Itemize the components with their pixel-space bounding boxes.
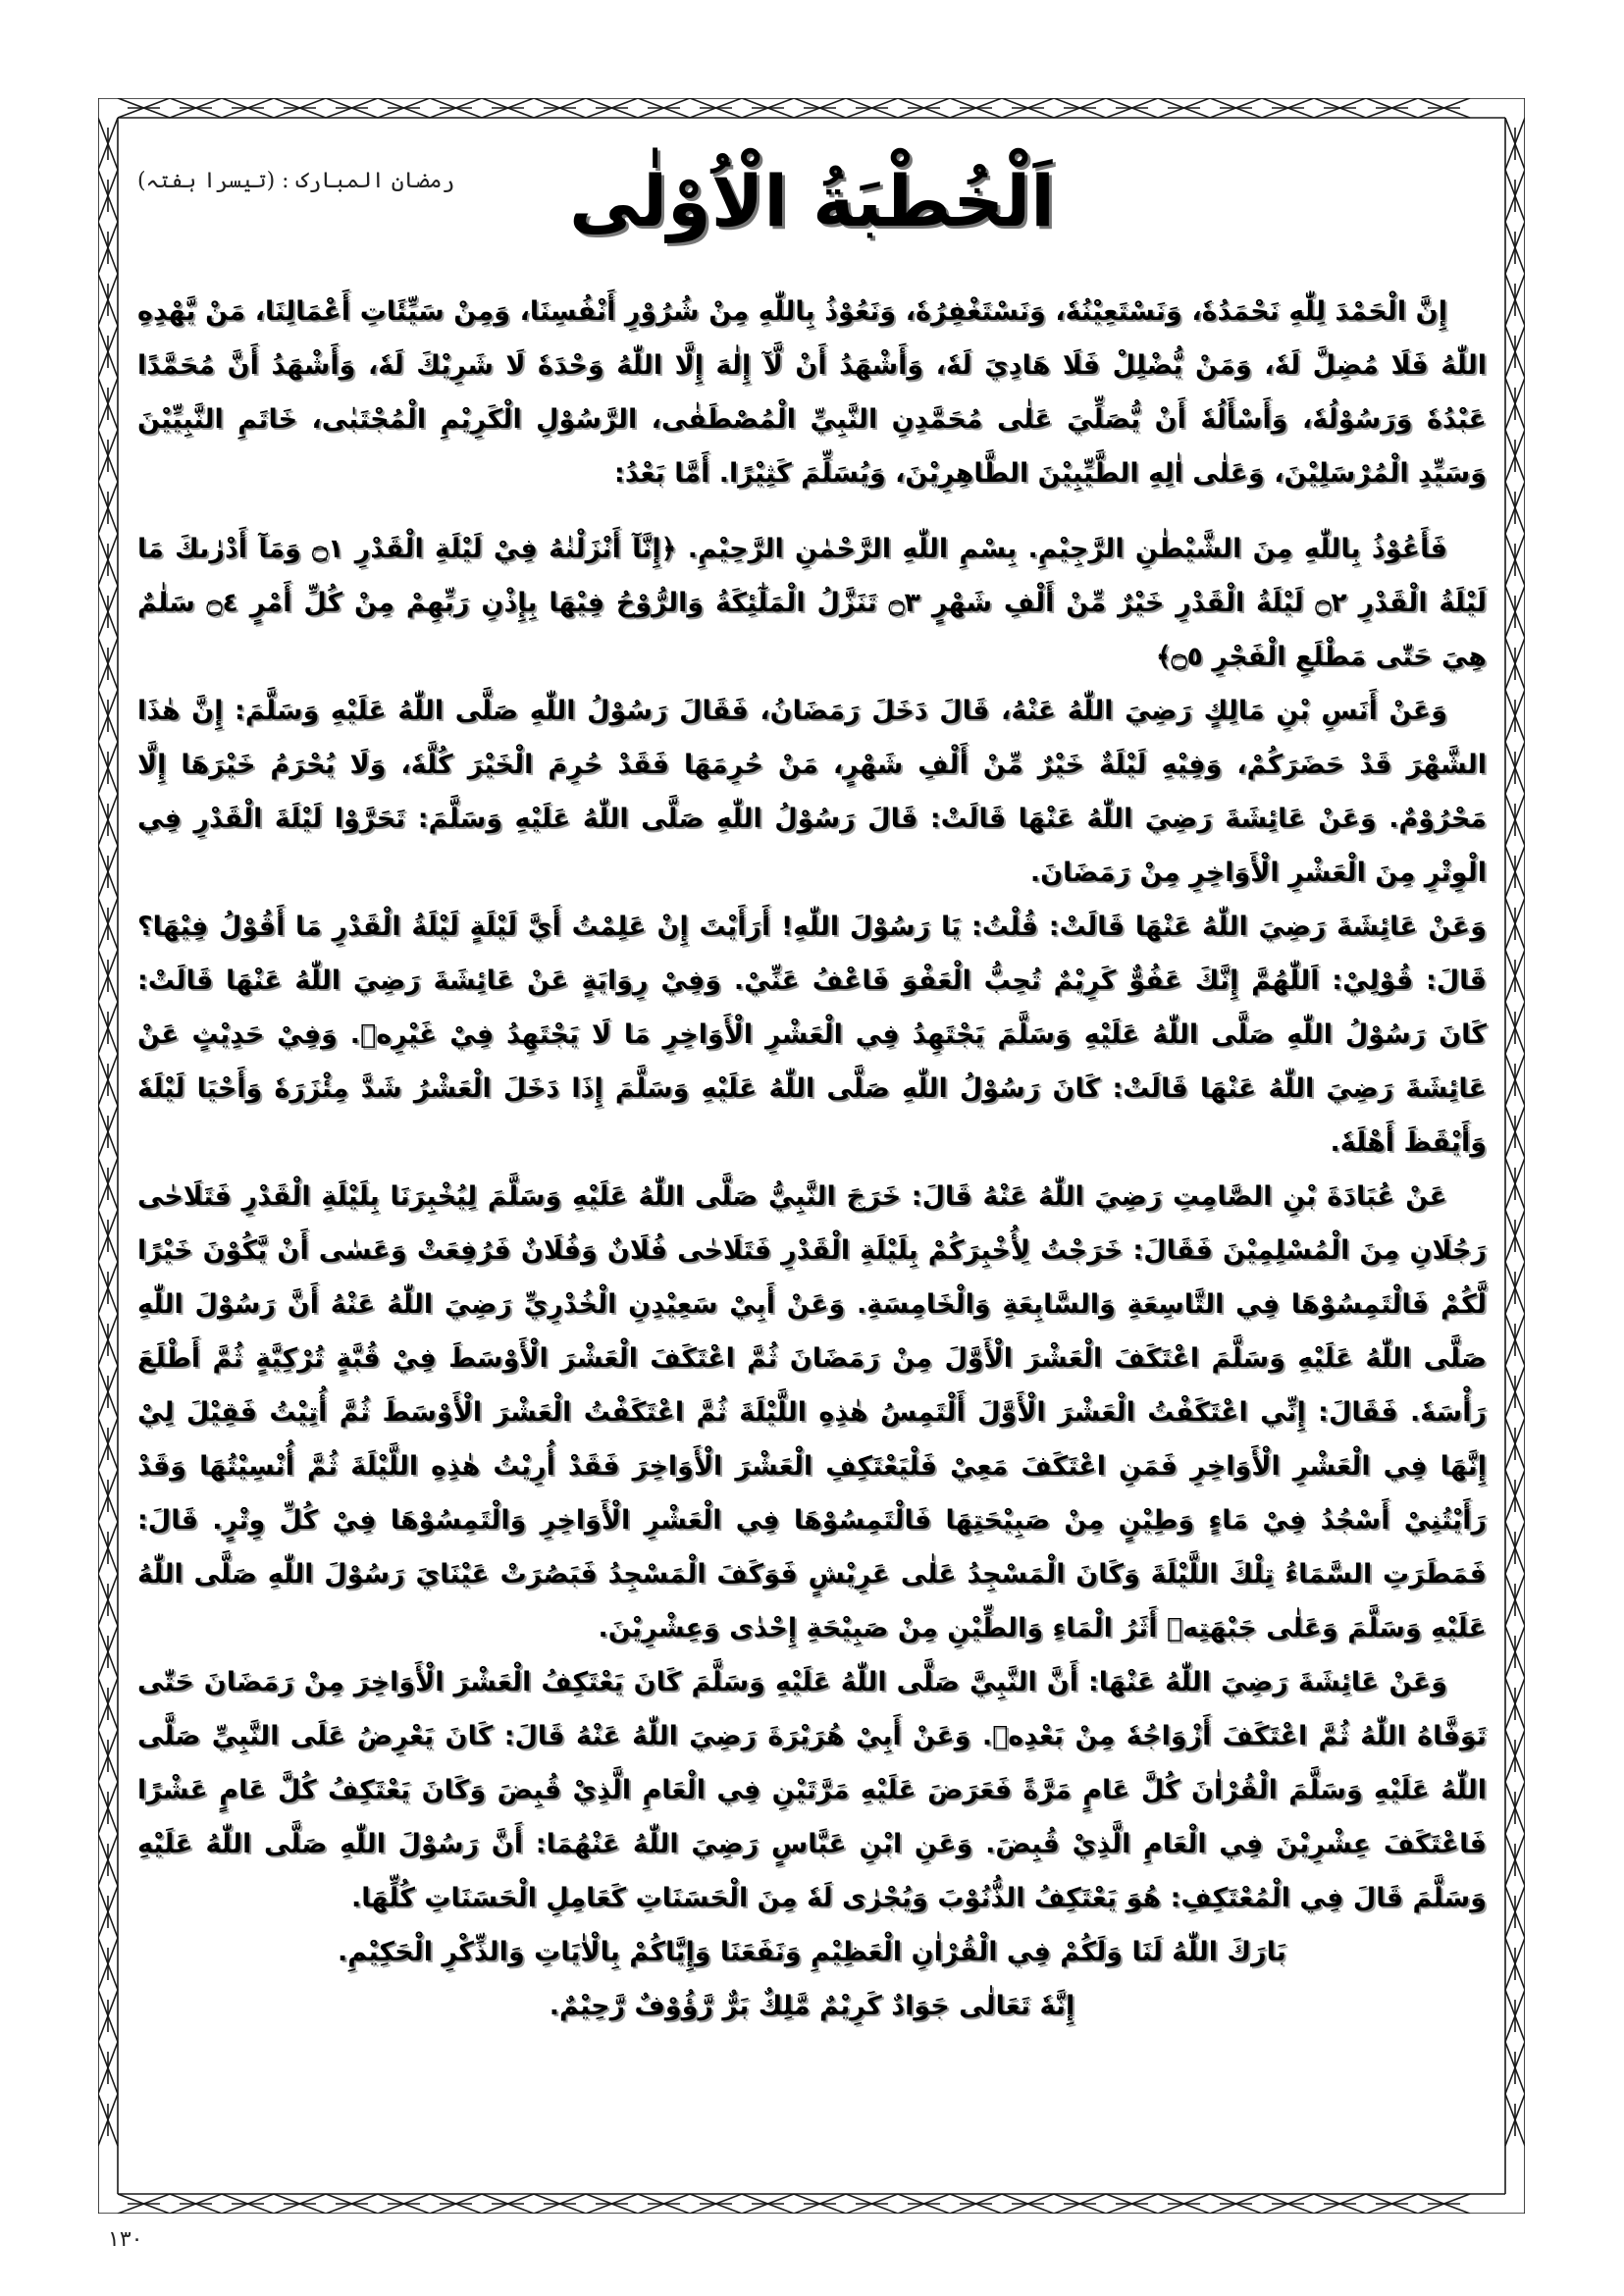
page-title: اَلْخُطْبَةُ الْاُوْلٰى [569,160,1055,242]
paragraph-hadith-itikaf: وَعَنْ عَائِشَةَ رَضِيَ اللّٰهُ عَنْهَا: أَنَّ النَّبِيَّ صَلَّى اللّٰهُ عَلَيْهِ وَسَلَّمَ كَانَ يَعْتَكِفُ الْعَشْرَ الْأَوَاخِرَ مِنْ رَمَضَانَ حَتّٰى تَوَفَّاهُ اللّٰهُ ثُمَّ اعْتَكَفَ أَزْوَاجُهٗ مِنْ بَعْدِهٖ. وَعَنْ أَبِيْ هُرَيْرَةَ رَضِيَ اللّٰهُ عَنْهُ قَالَ: كَانَ يَعْرِضُ عَلَى النَّبِيِّ صَلَّى اللّٰهُ عَلَيْهِ وَسَلَّمَ الْقُرْاٰنَ كُلَّ عَامٍ مَرَّةً فَعَرَضَ عَلَيْهِ مَرَّتَيْنِ فِي الْعَامِ الَّذِيْ قُبِضَ وَكَانَ يَعْتَكِفُ كُلَّ عَامٍ عَشْرًا فَاعْتَكَفَ عِشْرِيْنَ فِي الْعَامِ الَّذِيْ قُبِضَ. وَعَنِ ابْنِ عَبَّاسٍ رَضِيَ اللّٰهُ عَنْهُمَا: أَنَّ رَسُوْلَ اللّٰهِ صَلَّى اللّٰهُ عَلَيْهِ وَسَلَّمَ قَالَ فِي الْمُعْتَكِفِ: هُوَ يَعْتَكِفُ الذُّنُوْبَ وَيُجْرٰى لَهٗ مِنَ الْحَسَنَاتِ كَعَامِلِ الْحَسَنَاتِ كُلِّهَا. [137,1667,1487,1913]
page-number: ١٣٠ [108,2227,143,2252]
paragraph-opening: إِنَّ الْحَمْدَ لِلّٰهِ نَحْمَدُهٗ، وَنَسْتَعِيْنُهٗ، وَنَسْتَغْفِرُهٗ، وَنَعُوْذُ بِاللّٰهِ مِنْ شُرُوْرِ أَنْفُسِنَا، وَمِنْ سَيِّئَاتِ أَعْمَالِنَا، مَنْ يَّهْدِهِ اللّٰهُ فَلَا مُضِلَّ لَهٗ، وَمَنْ يُّضْلِلْ فَلَا هَادِيَ لَهٗ، وَأَشْهَدُ أَنْ لَّآ إِلٰهَ إِلَّا اللّٰهُ وَحْدَهٗ لَا شَرِيْكَ لَهٗ، وَأَشْهَدُ أَنَّ مُحَمَّدًا عَبْدُهٗ وَرَسُوْلُهٗ، وَأَسْأَلُهٗ أَنْ يُّصَلِّيَ عَلٰى مُحَمَّدِنِ النَّبِيِّ الْمُصْطَفٰى، الرَّسُوْلِ الْكَرِيْمِ الْمُجْتَبٰى، خَاتَمِ النَّبِيِّيْنَ وَسَيِّدِ الْمُرْسَلِيْنَ، وَعَلٰى اٰلِهِ الطَّيِّبِيْنَ الطَّاهِرِيْنَ، وَيُسَلِّمَ كَثِيْرًا. أَمَّا بَعْدُ: [137,296,1487,489]
closing-line-2: إِنَّهٗ تَعَالٰى جَوَادٌ كَرِيْمٌ مَّلِكٌ بَرٌّ رَّؤُوْفٌ رَّحِيْمٌ. [549,1991,1075,2021]
paragraph-hadith-ubadah: عَنْ عُبَادَةَ بْنِ الصَّامِتِ رَضِيَ اللّٰهُ عَنْهُ قَالَ: خَرَجَ النَّبِيُّ صَلَّى اللّٰهُ عَلَيْهِ وَسَلَّمَ لِيُخْبِرَنَا بِلَيْلَةِ الْقَدْرِ فَتَلَاحٰى رَجُلَانِ مِنَ الْمُسْلِمِيْنَ فَقَالَ: خَرَجْتُ لِأُخْبِرَكُمْ بِلَيْلَةِ الْقَدْرِ فَتَلَاحٰى فُلَانٌ وَفُلَانٌ فَرُفِعَتْ وَعَسٰى أَنْ يَّكُوْنَ خَيْرًا لَّكُمْ فَالْتَمِسُوْهَا فِي التَّاسِعَةِ وَالسَّابِعَةِ وَالْخَامِسَةِ. وَعَنْ أَبِيْ سَعِيْدِنِ الْخُدْرِيِّ رَضِيَ اللّٰهُ عَنْهُ أَنَّ رَسُوْلَ اللّٰهِ صَلَّى اللّٰهُ عَلَيْهِ وَسَلَّمَ اعْتَكَفَ الْعَشْرَ الْأَوَّلَ مِنْ رَمَضَانَ ثُمَّ اعْتَكَفَ الْعَشْرَ الْأَوْسَطَ فِيْ قُبَّةٍ تُرْكِيَّةٍ ثُمَّ أَطْلَعَ رَأْسَهٗ. فَقَالَ: إِنِّي اعْتَكَفْتُ الْعَشْرَ الْأَوَّلَ أَلْتَمِسُ هٰذِهِ اللَّيْلَةَ ثُمَّ اعْتَكَفْتُ الْعَشْرَ الْأَوْسَطَ ثُمَّ أُتِيْتُ فَقِيْلَ لِيْ إِنَّهَا فِي الْعَشْرِ الْأَوَاخِرِ فَمَنِ اعْتَكَفَ مَعِيْ فَلْيَعْتَكِفِ الْعَشْرَ الْأَوَاخِرَ فَقَدْ أُرِيْتُ هٰذِهِ اللَّيْلَةَ ثُمَّ أُنْسِيْتُهَا وَقَدْ رَأَيْتُنِيْ أَسْجُدُ فِيْ مَاءٍ وَطِيْنٍ مِنْ صَبِيْحَتِهَا فَالْتَمِسُوْهَا فِي الْعَشْرِ الْأَوَاخِرِ وَالْتَمِسُوْهَا فِيْ كُلِّ وِتْرٍ. قَالَ: فَمَطَرَتِ السَّمَاءُ تِلْكَ اللَّيْلَةَ وَكَانَ الْمَسْجِدُ عَلٰى عَرِيْشٍ فَوَكَفَ الْمَسْجِدُ فَبَصُرَتْ عَيْنَايَ رَسُوْلَ اللّٰهِ صَلَّى اللّٰهُ عَلَيْهِ وَسَلَّمَ وَعَلٰى جَبْهَتِهٖ أَثَرُ الْمَاءِ وَالطِّيْنِ مِنْ صَبِيْحَةِ إِحْدٰى وَعِشْرِيْنَ. [137,1181,1487,1644]
paragraph-hadith-anas: وَعَنْ أَنَسِ بْنِ مَالِكٍ رَضِيَ اللّٰهُ عَنْهُ، قَالَ دَخَلَ رَمَضَانُ، فَقَالَ رَسُوْلُ اللّٰهِ صَلَّى اللّٰهُ عَلَيْهِ وَسَلَّمَ: إِنَّ هٰذَا الشَّهْرَ قَدْ حَضَرَكُمْ، وَفِيْهِ لَيْلَةٌ خَيْرٌ مِّنْ أَلْفِ شَهْرٍ، مَنْ حُرِمَهَا فَقَدْ حُرِمَ الْخَيْرَ كُلَّهٗ، وَلَا يُحْرَمُ خَيْرَهَا إِلَّا مَحْرُوْمٌ. وَعَنْ عَائِشَةَ رَضِيَ اللّٰهُ عَنْهَا قَالَتْ: قَالَ رَسُوْلُ اللّٰهِ صَلَّى اللّٰهُ عَلَيْهِ وَسَلَّمَ: تَحَرَّوْا لَيْلَةَ الْقَدْرِ فِي الْوِتْرِ مِنَ الْعَشْرِ الْأَوَاخِرِ مِنْ رَمَضَانَ. [137,696,1487,888]
paragraph-hadith-aisha-dua: وَعَنْ عَائِشَةَ رَضِيَ اللّٰهُ عَنْهَا قَالَتْ: قُلْتُ: يَا رَسُوْلَ اللّٰهِ! أَرَأَيْتَ إِنْ عَلِمْتُ أَيَّ لَيْلَةٍ لَيْلَةُ الْقَدْرِ مَا أَقُوْلُ فِيْهَا؟ قَالَ: قُوْلِيْ: اَللّٰهُمَّ إِنَّكَ عَفُوٌّ كَرِيْمٌ تُحِبُّ الْعَفْوَ فَاعْفُ عَنِّيْ. وَفِيْ رِوَايَةٍ عَنْ عَائِشَةَ رَضِيَ اللّٰهُ عَنْهَا قَالَتْ: كَانَ رَسُوْلُ اللّٰهِ صَلَّى اللّٰهُ عَلَيْهِ وَسَلَّمَ يَجْتَهِدُ فِي الْعَشْرِ الْأَوَاخِرِ مَا لَا يَجْتَهِدُ فِيْ غَيْرِهٖ. وَفِيْ حَدِيْثٍ عَنْ عَائِشَةَ رَضِيَ اللّٰهُ عَنْهَا قَالَتْ: كَانَ رَسُوْلُ اللّٰهِ صَلَّى اللّٰهُ عَلَيْهِ وَسَلَّمَ إِذَا دَخَلَ الْعَشْرُ شَدَّ مِئْزَرَهٗ وَأَحْيَا لَيْلَهٗ وَأَيْقَظَ أَهْلَهٗ. [137,912,1487,1158]
section-label: رمضان المبارک : (تیسرا ہفتہ) [137,169,455,193]
page-header [137,147,1487,265]
closing-line-1: بَارَكَ اللّٰهُ لَنَا وَلَكُمْ فِي الْقُرْاٰنِ الْعَظِيْمِ وَنَفَعَنَا وَإِيَّاكُمْ بِالْاٰيَاتِ وَالذِّكْرِ الْحَكِيْمِ. [338,1937,1286,1967]
paragraph-quran-qadr: فَأَعُوْذُ بِاللّٰهِ مِنَ الشَّيْطٰنِ الرَّجِيْمِ. بِسْمِ اللّٰهِ الرَّحْمٰنِ الرَّحِيْمِ. ﴿إِنَّآ أَنْزَلْنٰهُ فِيْ لَيْلَةِ الْقَدْرِ ۝١ وَمَآ أَدْرٰىكَ مَا لَيْلَةُ الْقَدْرِ ۝٢ لَيْلَةُ الْقَدْرِ خَيْرٌ مِّنْ أَلْفِ شَهْرٍ ۝٣ تَنَزَّلُ الْمَلٰٓئِكَةُ وَالرُّوْحُ فِيْهَا بِإِذْنِ رَبِّهِمْ مِنْ كُلِّ أَمْرٍ ۝٤ سَلٰمٌ هِيَ حَتّٰى مَطْلَعِ الْفَجْرِ ۝٥﴾ [137,534,1487,672]
sermon-body [137,285,1487,2033]
